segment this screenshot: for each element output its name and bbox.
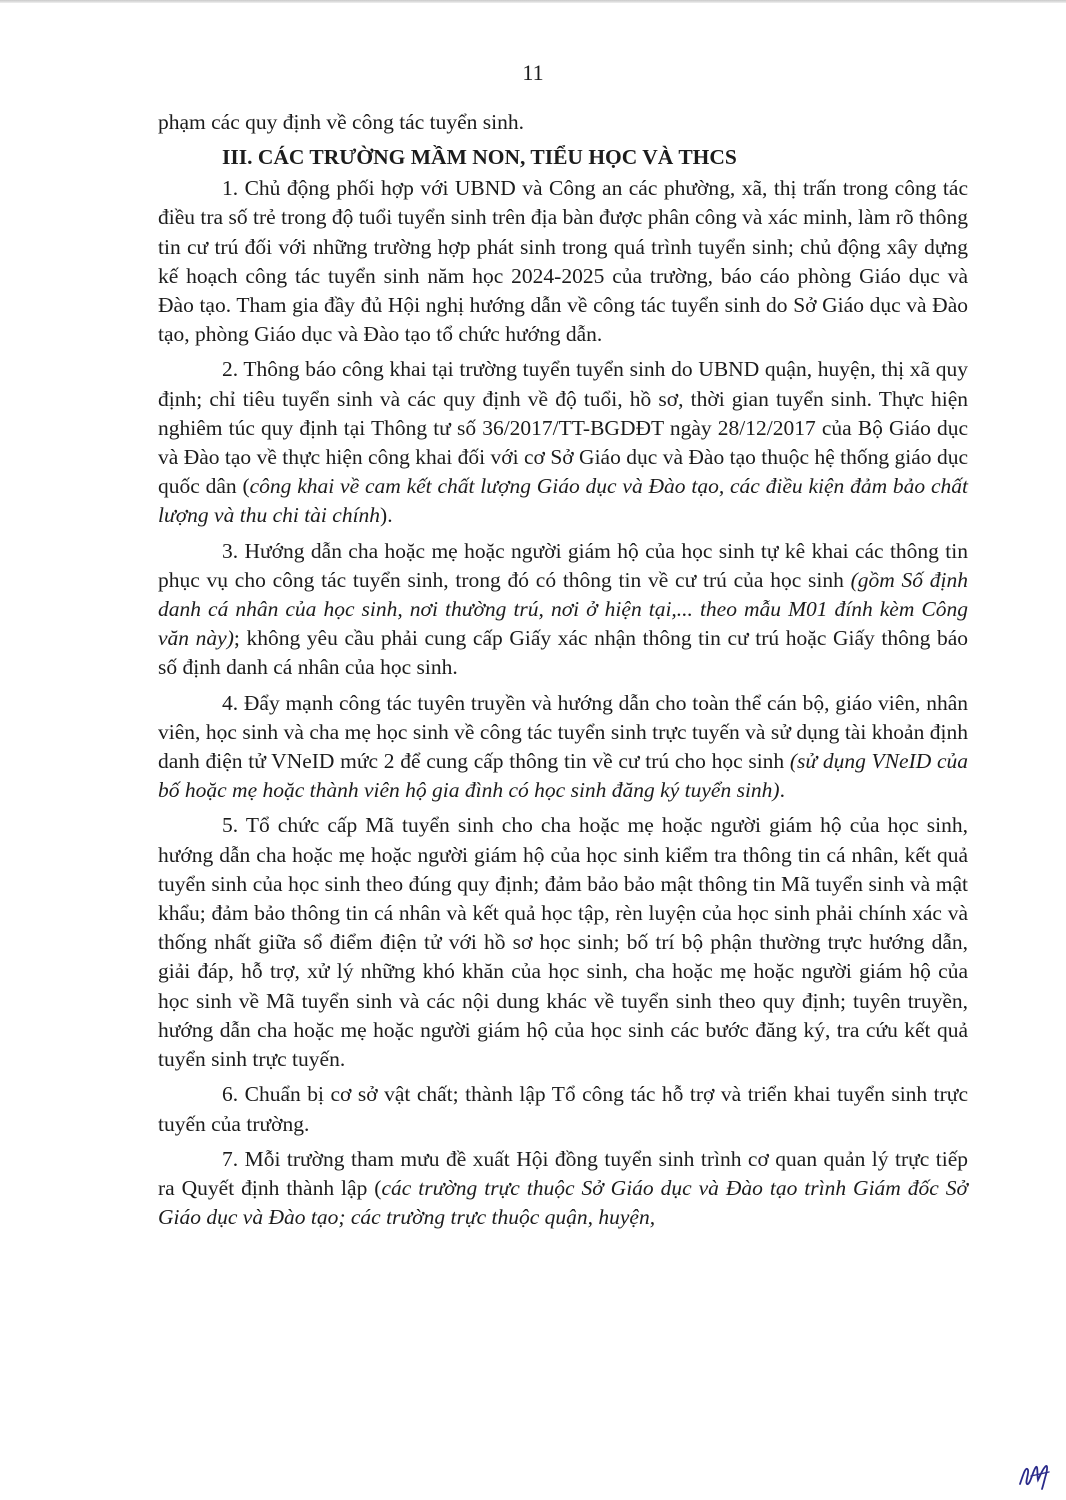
paragraph-1: 1. Chủ động phối hợp với UBND và Công an các phường, xã, thị trấn trong công tác điều tra số trẻ trong độ tuổi tuyển sinh trên địa bàn được phân công và xác minh, làm rõ thông tin cư trú đối với những trường hợp phát sinh trong quá trình tuyển sinh; chủ động xây dựng kế hoạch công tác tuyển sinh năm học 2024-2025 của trường, báo cáo phòng Giáo dục và Đào tạo. Tham gia đầy đủ Hội nghị hướng dẫn về công tác tuyển sinh do Sở Giáo dục và Đào tạo, phòng Giáo dục và Đào tạo tổ chức hướng dẫn. — [158, 176, 968, 347]
paragraph-4-italic: (sử dụng VNeID của bố hoặc mẹ hoặc thành viên hộ gia đình có học sinh đăng ký tuyển sinh) — [158, 749, 969, 803]
paragraph-3-italic: (gồm Số định danh cá nhân của học sinh, nơi thường trú, nơi ở hiện tại,... theo mẫu M01 đính kèm Công văn này) — [158, 567, 968, 651]
paragraph-7: 7. Mỗi trường tham mưu đề xuất Hội đồng tuyển sinh trình cơ quan quản lý trực tiếp ra Quyết định thành lập (các trường trực thuộc Sở Giáo dục và Đào tạo trình Giám đốc Sở Giáo dục và Đào tạo; các trường trực thuộc quận, huyện, — [158, 1146, 968, 1230]
paragraph-2-italic: công khai về cam kết chất lượng Giáo dục và Đào tạo, các điều kiện đảm bảo chất lượng và thu chi tài chính — [158, 474, 968, 528]
initials-signature-icon — [1016, 1458, 1056, 1492]
continuation-text: phạm các quy định về công tác tuyển sinh. — [158, 110, 524, 134]
document-body — [158, 108, 968, 1238]
paragraph-7-italic: các trường trực thuộc Sở Giáo dục và Đào tạo trình Giám đốc Sở Giáo dục và Đào tạo; các trường trực thuộc quận, huyện, — [158, 1175, 968, 1230]
page-number: 11 — [522, 60, 544, 85]
paragraph-4: 4. Đẩy mạnh công tác tuyên truyền và hướng dẫn cho toàn thể cán bộ, giáo viên, nhân viên, học sinh và cha mẹ học sinh về công tác tuyển sinh trực tuyến và sử dụng tài khoản định danh điện tử VNeID mức 2 để cung cấp thông tin về cư trú cho học sinh (sử dụng VNeID của bố hoặc mẹ hoặc thành viên hộ gia đình có học sinh đăng ký tuyển sinh). — [158, 690, 969, 803]
paragraph-3: 3. Hướng dẫn cha hoặc mẹ hoặc người giám hộ của học sinh tự kê khai các thông tin phục vụ cho công tác tuyển sinh, trong đó có thông tin về cư trú của học sinh (gồm Số định danh cá nhân của học sinh, nơi thường trú, nơi ở hiện tại,... theo mẫu M01 đính kèm Công văn này); không yêu cầu phải cung cấp Giấy xác nhận thông tin cư trú hoặc Giấy thông báo số định danh cá nhân của học sinh. — [158, 538, 968, 680]
page-top-edge — [0, 0, 1066, 3]
paragraph-2: 2. Thông báo công khai tại trường tuyển tuyển sinh do UBND quận, huyện, thị xã quy định; chỉ tiêu tuyển sinh và các quy định về độ tuổi, hồ sơ, thời gian tuyển sinh. Thực hiện nghiêm túc quy định tại Thông tư số 36/2017/TT-BGDĐT ngày 28/12/2017 của Bộ Giáo dục và Đào tạo về thực hiện công khai đối với cơ Sở Giáo dục và Đào tạo thuộc hệ thống giáo dục quốc dân (công khai về cam kết chất lượng Giáo dục và Đào tạo, các điều kiện đảm bảo chất lượng và thu chi tài chính). — [158, 357, 968, 528]
section-heading: III. CÁC TRƯỜNG MẦM NON, TIỂU HỌC VÀ THCS — [222, 145, 737, 170]
paragraph-6: 6. Chuẩn bị cơ sở vật chất; thành lập Tổ công tác hỗ trợ và triển khai tuyển sinh trực tuyến của trường. — [158, 1082, 968, 1136]
paragraph-5: 5. Tổ chức cấp Mã tuyển sinh cho cha hoặc mẹ hoặc người giám hộ của học sinh, hướng dẫn cha hoặc mẹ hoặc người giám hộ của học sinh kiểm tra thông tin cá nhân, kết quả tuyển sinh của học sinh theo đúng quy định; đảm bảo bảo mật thông tin Mã tuyển sinh và mật khẩu; đảm bảo thông tin cá nhân và kết quả học tập, rèn luyện của học sinh phải chính xác và thống nhất giữa sổ điểm điện tử với hồ sơ học sinh; bố trí bộ phận thường trực hướng dẫn, giải đáp, hỗ trợ, xử lý những khó khăn của học sinh, cha hoặc mẹ hoặc người giám hộ của học sinh về Mã tuyển sinh và các nội dung khác về tuyển sinh theo quy định; tuyên truyền, hướng dẫn cha hoặc mẹ hoặc người giám hộ của học sinh các bước đăng ký, tra cứu kết quả tuyển sinh trực tuyến. — [158, 813, 968, 1072]
